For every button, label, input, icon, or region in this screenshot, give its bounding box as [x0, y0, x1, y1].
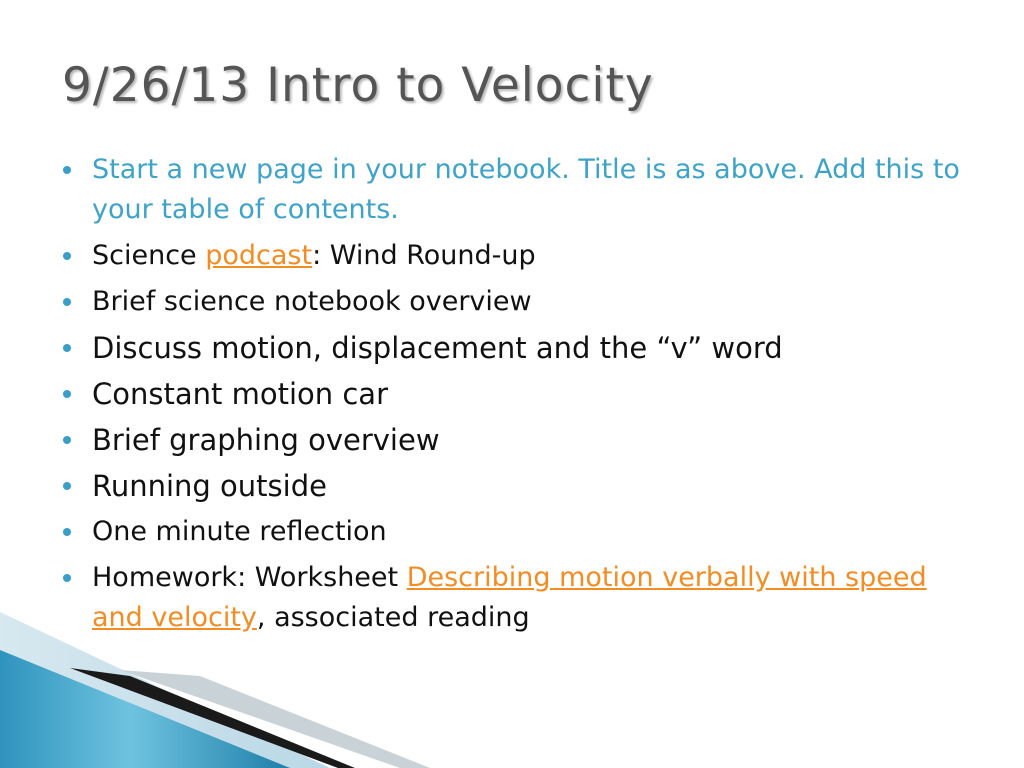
bullet-text: Start a new page in your notebook. Title is as above. Add this to your table of contents. — [92, 154, 960, 225]
bullet-text: Running outside — [92, 469, 327, 503]
bullet-text-suffix: , associated reading — [256, 602, 530, 633]
bullet-text: Brief graphing overview — [92, 423, 440, 457]
bullet-text-prefix: Science — [92, 240, 206, 271]
bullet-text: Brief science notebook overview — [92, 286, 532, 317]
bullet-text: One minute reflection — [92, 516, 387, 547]
bullet-text-prefix: Homework: Worksheet — [92, 562, 407, 593]
bullet-text: Discuss motion, displacement and the “v” word — [92, 331, 783, 365]
podcast-link[interactable]: podcast — [205, 240, 313, 271]
bullet-text-suffix: : Wind Round-up — [312, 240, 536, 271]
slide-title: 9/26/13 Intro to Velocity — [62, 58, 654, 113]
bullet-text: Constant motion car — [92, 377, 388, 411]
worksheet-link[interactable]: Describing motion verbally with speed and velocity — [92, 562, 927, 633]
